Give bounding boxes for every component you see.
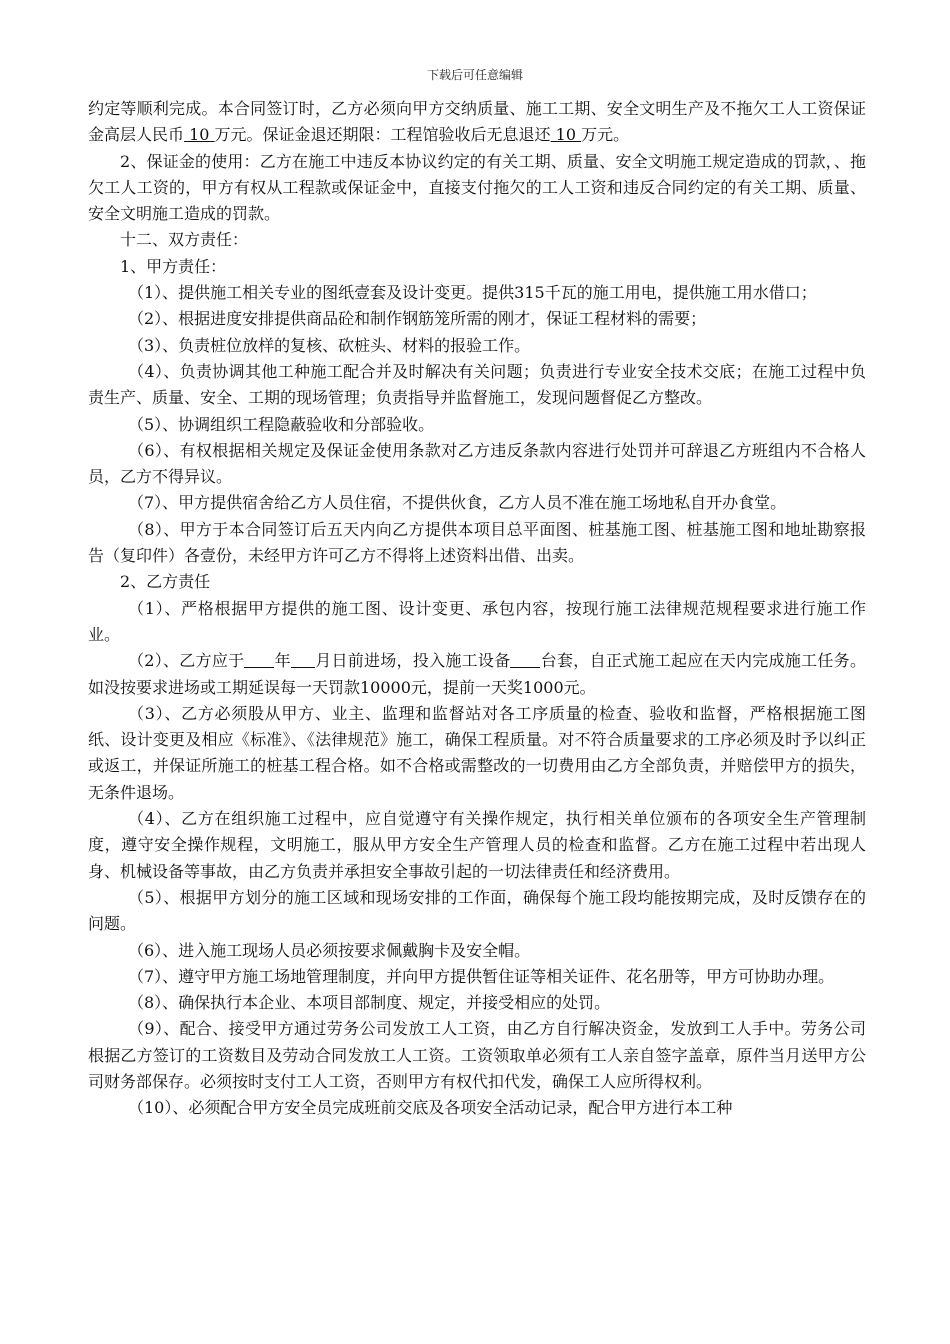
party-b-heading: 2、乙方责任 (120, 572, 211, 592)
party-b-item: （6）、进入施工现场人员必须按要求佩戴胸卡及安全帽。 (128, 940, 531, 960)
party-a-item: （2）、根据进度安排提供商品砼和制作钢筋笼所需的刚才，保证工程材料的需要； (128, 309, 707, 329)
paragraph-deposit (88, 96, 866, 149)
party-b-item-schedule (88, 648, 866, 701)
party-b-item: （10）、必须配合甲方安全员完成班前交底及各项安全活动记录，配合甲方进行本工种 (128, 1098, 733, 1118)
refund-amount: 10 (550, 125, 582, 145)
document-body (88, 96, 866, 1122)
page-header: 下载后可任意编辑 (426, 68, 523, 82)
party-a-item: （6）、有权根据相关规定及保证金使用条款对乙方违反条款内容进行处罚并可辞退乙方班组内不合格人员，乙方不得异议。 (88, 440, 866, 487)
party-a-item: （7）、甲方提供宿舍给乙方人员住宿，不提供伙食，乙方人员不准在施工场地私自开办食堂。 (128, 493, 787, 513)
deposit-text-c: 万元。 (581, 125, 630, 145)
equipment-count-blank (510, 651, 540, 668)
deposit-text-b: 万元。保证金退还期限：工程馆验收后无息退还 (214, 125, 551, 145)
year-blank (244, 651, 274, 668)
party-a-item: （8）、甲方于本合同签订后五天内向乙方提供本项目总平面图、桩基施工图、桩基施工图和地址勘察报告（复印件）各壹份，未经甲方许可乙方不得将上述资料出借、出卖。 (88, 519, 866, 566)
party-a-item: （3）、负责桩位放样的复核、砍桩头、材料的报验工作。 (128, 335, 531, 355)
month-blank (291, 651, 315, 668)
paragraph-deposit-use: 2、保证金的使用：乙方在施工中违反本协议约定的有关工期、质量、安全文明施工规定造成的罚款，、拖欠工人工资的，甲方有权从工程款或保证金中，直接支付拖欠的工人工资和违反合同约定的有关工期、质量、安全文明施工造成的罚款。 (88, 151, 866, 224)
deposit-amount: 10 (184, 125, 215, 145)
schedule-text-a: （2）、乙方应于 (128, 651, 245, 671)
party-b-item: （3）、乙方必须股从甲方、业主、监理和监督站对各工序质量的检查、验收和监督，严格根据施工图纸、设计变更及相应《标准》、《法律规范》施工，确保工程质量。对不符合质量要求的工序必须及时予以纠正或返工，并保证所施工的桩基工程合格。如不合格或需整改的一切费用由乙方全部负责，并赔偿甲方的损失，无条件退场。 (88, 703, 866, 802)
section-heading-responsibilities: 十二、双方责任： (120, 230, 249, 250)
month-label: 月 (314, 651, 332, 671)
party-a-item: （5）、协调组织工程隐蔽验收和分部验收。 (128, 414, 435, 434)
party-a-item: （4）、负责协调其他工种施工配合并及时解决有关问题；负责进行专业安全技术交底；在施工过程中负责生产、质量、安全、工期的现场管理；负责指导并监督施工，发现问题督促乙方整改。 (88, 361, 866, 408)
deposit-text-a: 约定等顺利完成。本合同签订时，乙方必须向甲方交纳质量、施工工期、安全文明生产及不拖欠工人工资保证金高层人民币 (88, 99, 866, 145)
party-a-heading: 1、甲方责任： (120, 256, 227, 276)
party-b-item: （5）、根据甲方划分的施工区域和现场安排的工作面，确保每个施工段均能按期完成，及时反馈存在的问题。 (88, 887, 866, 934)
party-b-item: （8）、确保执行本企业、本项目部制度、规定，并接受相应的处罚。 (128, 993, 611, 1013)
party-b-item: （1）、严格根据甲方提供的施工图、设计变更、承包内容，按现行施工法律规范规程要求进行施工作业。 (88, 598, 866, 644)
party-a-item: （1）、提供施工相关专业的图纸壹套及设计变更。提供315千瓦的施工用电，提供施工用水借口； (128, 283, 817, 303)
day-label: 日前进场，投入施工设备 (331, 651, 511, 671)
schedule-text-e: 台套，自正式施工起应在天内完成施工任务。如没按要求进场或工期延误每一天罚款10000元，提前一天奖1000元。 (88, 651, 866, 697)
party-b-item: （7）、遵守甲方施工场地管理制度，并向甲方提供暂住证等相关证件、花名册等，甲方可协助办理。 (128, 966, 835, 986)
year-label: 年 (274, 651, 291, 671)
party-b-item: （4）、乙方在组织施工过程中，应自觉遵守有关操作规定，执行相关单位颁布的各项安全生产管理制度，遵守安全操作规程，文明施工，服从甲方安全生产管理人员的检查和监督。乙方在施工过程中若出现人身、机械设备等事故，由乙方负责并承担安全事故引起的一切法律责任和经济费用。 (88, 809, 866, 881)
party-b-item: （9）、配合、接受甲方通过劳务公司发放工人工资，由乙方自行解决资金，发放到工人手中。劳务公司根据乙方签订的工资数目及劳动合同发放工人工资。工资领取单必须有工人亲自签字盖章，原件当月送甲方公司财务部保存。必须按时支付工人工资，否则甲方有权代扣代发，确保工人应所得权利。 (88, 1019, 866, 1091)
